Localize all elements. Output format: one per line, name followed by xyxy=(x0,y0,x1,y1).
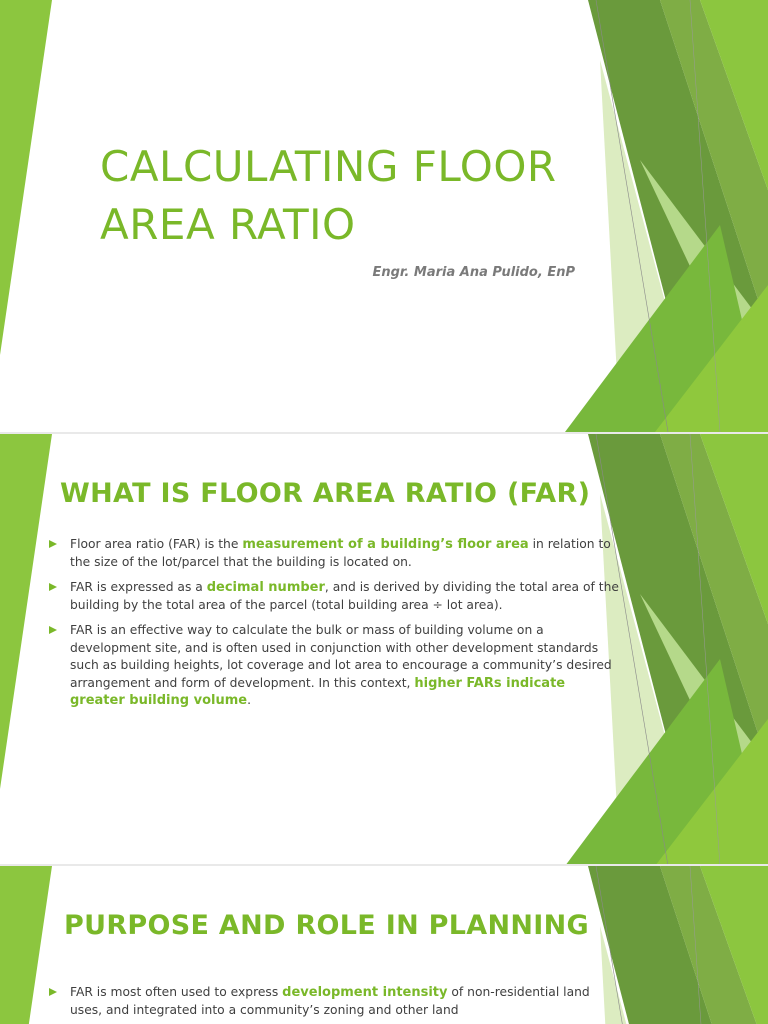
bullet-text: FAR is most often used to express xyxy=(70,985,283,999)
bullet-item xyxy=(48,622,620,710)
bullet-text: Floor area ratio (FAR) is the xyxy=(70,537,243,551)
bullet-list xyxy=(48,536,620,718)
bullet-text: FAR is an effective way to calculate the bulk or mass of building volume on a development site, and is often used in conjunction with other development standards such as building heights, lot coverage and lot area to encourage a community’s desired arrangement and form of development. In this context, xyxy=(70,623,612,690)
purpose-slide xyxy=(0,866,768,1024)
title-slide xyxy=(0,0,768,432)
presentation-title xyxy=(100,138,600,254)
bullet-text: of non-residential land uses, and integrated into a community’s zoning and other land xyxy=(70,985,590,1017)
bullet-item xyxy=(48,536,620,571)
bullet-highlight: decimal number xyxy=(206,580,325,595)
title-line-1: CALCULATING FLOOR xyxy=(100,142,557,191)
bullet-highlight: measurement of a building’s floor area xyxy=(242,537,529,552)
bullet-text: FAR is expressed as a xyxy=(70,580,207,594)
left-green-wedge xyxy=(0,866,52,1024)
author-name: Engr. Maria Ana Pulido, EnP xyxy=(372,265,575,280)
bullet-text: , and is derived by dividing the total area of the building by the total area of the parcel (total building area ÷ lot area). xyxy=(70,580,619,612)
bullet-text: in relation to the size of the lot/parcel that the building is located on. xyxy=(70,537,611,569)
left-green-wedge xyxy=(0,434,52,789)
bullet-item xyxy=(48,984,620,1019)
bullet-text: . xyxy=(247,693,251,707)
left-green-wedge xyxy=(0,0,52,355)
definition-slide xyxy=(0,434,768,864)
bullet-highlight: development intensity xyxy=(282,985,448,1000)
slide-heading: PURPOSE AND ROLE IN PLANNING xyxy=(64,910,589,941)
bullet-item xyxy=(48,579,620,614)
title-line-2: AREA RATIO xyxy=(100,200,356,249)
slide-heading: WHAT IS FLOOR AREA RATIO (FAR) xyxy=(60,478,591,509)
bullet-highlight: higher FARs indicate greater building volume xyxy=(70,675,566,708)
bullet-list xyxy=(48,984,620,1024)
